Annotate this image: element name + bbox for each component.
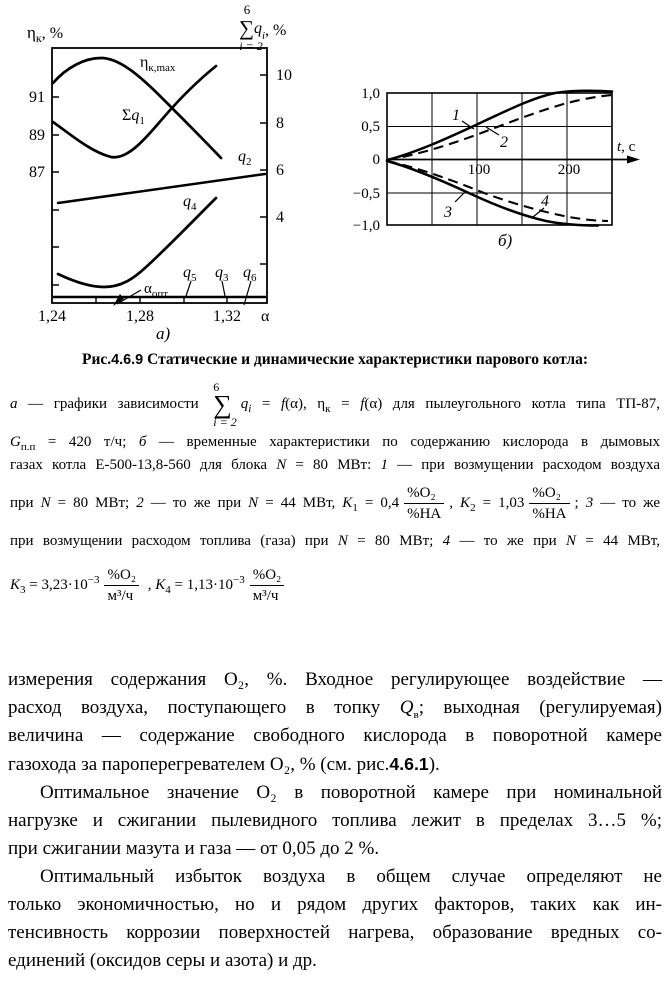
text-line: тенсивность коррозии поверхностей нагрева, образование вредных со-: [8, 922, 662, 943]
legend-line-6: $K_3 = 3,23\cdot 10^{-3}$ $\frac{\text{\%O₂}}{\text{м³/ч}}$ , $K_4 = 1,13\cdot 10^{-3}$ $\frac{\text{\%O₂}}{\text{м³/ч}}$: [10, 554, 660, 616]
text-line: измерения содержания O₂, %. Входное регулирующее воздействие —: [8, 669, 662, 690]
ytick-minus-0-5: −0,5: [352, 186, 380, 202]
legend-line-5: при возмущении расходом топлива (газа) при N = 80 МВт; 4 — то же при N = 44 МВт,: [10, 533, 660, 549]
y-right-axis-title: $\sum q_i$, %: [239, 16, 287, 42]
q5-label: $q_5$: [183, 264, 197, 284]
ytick-8: 8: [276, 115, 284, 132]
q6-leader-line: [244, 281, 251, 305]
y-right-axis-title-upper-limit: 6: [243, 2, 251, 17]
chart-b: [353, 86, 640, 250]
K2-units-fraction: $\frac{\text{\%O₂}}{\%НА}$: [529, 485, 569, 523]
curve-3-label: 3: [444, 204, 452, 221]
text-line: при сжигании мазута и газа — от 0,05 до 2 %.: [8, 838, 380, 859]
ytick-87: 87: [29, 164, 45, 181]
paragraph-2: [8, 779, 662, 863]
text-line: Оптимальный избыток воздуха в общем случае определяют не: [40, 866, 662, 887]
eta-max-label: $\eta_{к,max}$: [140, 54, 176, 74]
subfigure-b-label: б): [498, 231, 513, 250]
xtick-100: 100: [467, 162, 491, 178]
legend-line-4: при N = 80 МВт; 2 — то же при N = 44 МВт, $K_1 = 0,4$ $\frac{\text{\%O₂}}{\%НА}$ , $K_2 = 1,03$ $\frac{\text{\%O₂}}{\%НА}$ ; 3 — то же: [10, 484, 660, 523]
xtick-132: 1,32: [213, 308, 241, 325]
y-right-axis-title-lower-limit: i = 2: [239, 39, 263, 53]
caption-text: Статические и динамические характеристики парового котла:: [143, 351, 588, 368]
text-line: величина — содержание свободного кислорода в поворотной камере: [8, 725, 662, 746]
figure-caption: [0, 351, 670, 369]
xtick-128: 1,28: [126, 308, 154, 325]
K4-units-fraction: $\frac{\text{\%O₂}}{\text{м³/ч}}$: [250, 567, 285, 605]
legend-line-2: $G_{п.п} = 420$ т/ч; б — временные характеристики по содержанию кислорода в дымовых: [10, 434, 660, 453]
body-text: [8, 666, 662, 975]
curve-4-label: 4: [541, 193, 549, 210]
paragraph-1: [8, 666, 662, 779]
q4-label: $q_4$: [183, 193, 197, 213]
q2-curve: [58, 174, 265, 203]
ytick-91: 91: [29, 89, 45, 106]
curve-1-label: 1: [452, 107, 460, 124]
ytick-0-5: 0,5: [361, 119, 380, 135]
text-line: только экономичностью, но и рядом других факторов, таких как ин-: [8, 894, 662, 915]
q6-label: $q_6$: [243, 264, 257, 284]
q2-label: $q_2$: [238, 148, 252, 168]
x-axis-title-alpha: α: [261, 308, 270, 325]
text-line: газохода за пароперегревателем O₂, % (см. рис.4.6.1).: [8, 754, 440, 775]
q3-label: $q_3$: [215, 264, 229, 284]
time-axis-title: t, с: [617, 139, 636, 155]
paragraph-3: [8, 863, 662, 975]
xtick-200: 200: [557, 162, 581, 178]
right-axis-ticks: [260, 75, 267, 264]
ytick-1-0: 1,0: [361, 86, 380, 102]
xtick-124: 1,24: [38, 308, 66, 325]
curve-3-leader: [455, 193, 464, 202]
text-line: нагрузке и сжигании пылевидного топлива лежит в пределах 3…5 %;: [8, 810, 662, 831]
alpha-opt-label: $\alpha_{опт}$: [144, 281, 169, 300]
K1-units-fraction: $\frac{\text{\%O₂}}{\%НА}$: [404, 485, 444, 523]
chart-a-frame: [52, 48, 267, 303]
subfigure-a-label: а): [156, 324, 171, 343]
text-line: единений (оксидов серы и азота) и др.: [8, 950, 317, 971]
chart-a: [27, 2, 292, 343]
sum-symbol: 6 ∑ i = 2: [213, 379, 237, 430]
figure-number: 4.6.9: [111, 352, 144, 368]
ytick-89: 89: [29, 127, 45, 144]
ytick-minus-1-0: −1,0: [352, 218, 380, 234]
ytick-10: 10: [276, 67, 292, 84]
time-axis-arrowhead: [627, 156, 640, 164]
ytick-0: 0: [372, 152, 380, 168]
sum-q1-label: $\Sigma q_1$: [122, 107, 145, 127]
legend-line-3: газах котла Е-500-13,8-560 для блока N = 80 МВт: 1 — при возмущении расходом воздуха: [10, 457, 660, 473]
text-line: расход воздуха, поступающего в топку $Q_в$; выходная (регулируемая): [8, 697, 662, 721]
caption-prefix: Рис.: [82, 351, 112, 368]
text-line: Оптимальное значение O₂ в поворотной камере при номинальной: [40, 782, 662, 803]
y-left-axis-title: $\eta_к$, %: [27, 23, 64, 45]
figure-charts: [0, 0, 670, 350]
K3-units-fraction: $\frac{\text{\%O₂}}{\text{м³/ч}}$: [104, 567, 139, 605]
legend-line-1: а — графики зависимости 6 ∑ i = 2 $q_i = f(\alpha)$, $\eta_к = f(\alpha)$ для пылеугольного котла типа ТП-87,: [10, 379, 660, 430]
figure-legend: [10, 377, 660, 616]
ytick-4: 4: [276, 209, 284, 226]
figure-reference: 4.6.1: [389, 754, 429, 774]
ytick-6: 6: [276, 162, 284, 179]
curve-2-label: 2: [500, 134, 508, 151]
